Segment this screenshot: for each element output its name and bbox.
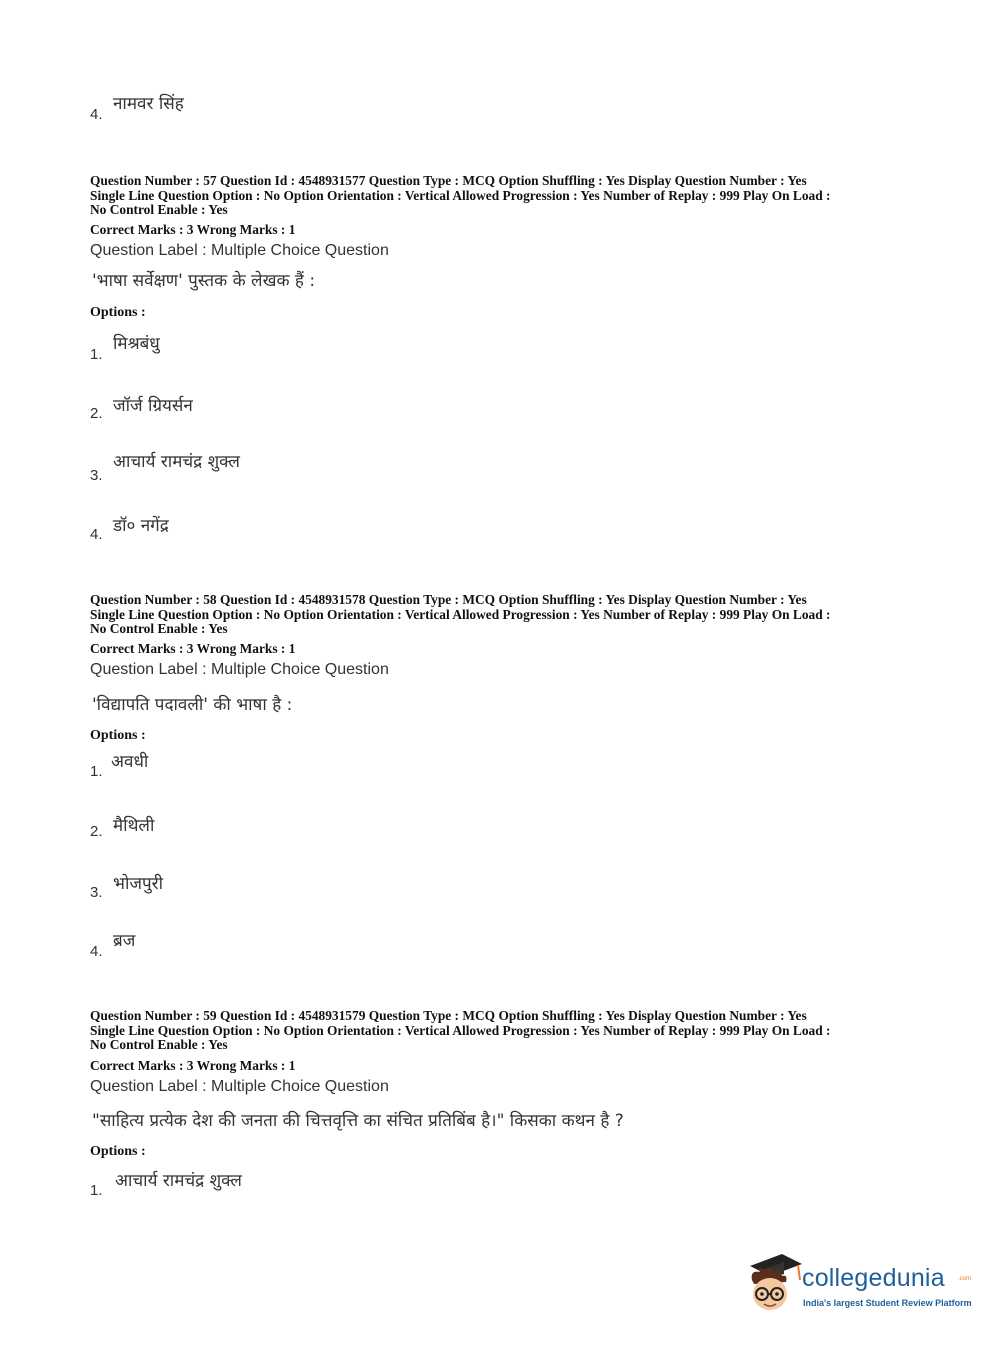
question-meta-58 — [90, 593, 830, 637]
option-text: भोजपुरी — [113, 874, 163, 894]
marks-59: Correct Marks : 3 Wrong Marks : 1 — [90, 1058, 296, 1073]
logo-tagline: India's largest Student Review Platform — [803, 1298, 972, 1308]
option-number: 4. — [90, 106, 103, 123]
meta-line: Question Number : 59 Question Id : 4548931579 Question Type : MCQ Option Shuffling : Yes Display Question Number : Yes — [90, 1008, 807, 1023]
option-number: 4. — [90, 526, 103, 543]
marks-57: Correct Marks : 3 Wrong Marks : 1 — [90, 222, 296, 237]
logo-domain: .com — [958, 1276, 972, 1282]
question-meta-57 — [90, 174, 830, 218]
question-label-57: Question Label : Multiple Choice Question — [90, 242, 389, 259]
question-label-59: Question Label : Multiple Choice Question — [90, 1078, 389, 1095]
meta-line: Question Number : 58 Question Id : 4548931578 Question Type : MCQ Option Shuffling : Yes Display Question Number : Yes — [90, 592, 807, 607]
meta-line: Single Line Question Option : No Option Orientation : Vertical Allowed Progression : Yes Number of Replay : 999 Play On Load : — [90, 606, 831, 622]
option-number: 2. — [90, 823, 103, 840]
meta-line: No Control Enable : Yes — [90, 621, 228, 636]
option-text: डॉ० नगेंद्र — [113, 516, 169, 536]
option-text: मिश्रबंधु — [113, 334, 160, 354]
question-meta-59 — [90, 1009, 830, 1053]
meta-line: No Control Enable : Yes — [90, 1037, 228, 1052]
option-text: आचार्य रामचंद्र शुक्ल — [113, 452, 240, 472]
options-heading-59: Options : — [90, 1144, 146, 1159]
option-number: 2. — [90, 405, 103, 422]
meta-line: No Control Enable : Yes — [90, 202, 228, 217]
option-text: ब्रज — [113, 931, 136, 951]
option-number: 1. — [90, 1182, 103, 1199]
marks-58: Correct Marks : 3 Wrong Marks : 1 — [90, 641, 296, 656]
options-heading-57: Options : — [90, 305, 146, 320]
mascot-icon — [742, 1250, 804, 1316]
option-text: जॉर्ज ग्रियर्सन — [113, 396, 193, 416]
option-text: मैथिली — [113, 816, 155, 836]
meta-line: Single Line Question Option : No Option Orientation : Vertical Allowed Progression : Yes Number of Replay : 999 Play On Load : — [90, 1022, 831, 1038]
option-number: 3. — [90, 884, 103, 901]
option-number: 3. — [90, 467, 103, 484]
question-text-57: 'भाषा सर्वेक्षण' पुस्तक के लेखक हैं : — [92, 271, 316, 291]
collegedunia-logo — [742, 1250, 972, 1320]
option-text: आचार्य रामचंद्र शुक्ल — [115, 1171, 242, 1191]
options-heading-58: Options : — [90, 728, 146, 743]
meta-line: Single Line Question Option : No Option Orientation : Vertical Allowed Progression : Yes Number of Replay : 999 Play On Load : — [90, 187, 831, 203]
question-text-59: "साहित्य प्रत्येक देश की जनता की चित्तवृत्ति का संचित प्रतिबिंब है।" किसका कथन है ? — [92, 1111, 624, 1131]
option-number: 1. — [90, 763, 103, 780]
logo-name: collegedunia — [802, 1264, 945, 1292]
question-label-58: Question Label : Multiple Choice Question — [90, 661, 389, 678]
meta-line: Question Number : 57 Question Id : 4548931577 Question Type : MCQ Option Shuffling : Yes Display Question Number : Yes — [90, 173, 807, 188]
option-number: 4. — [90, 943, 103, 960]
option-text: अवधी — [111, 752, 149, 772]
option-text: नामवर सिंह — [113, 94, 184, 114]
option-number: 1. — [90, 346, 103, 363]
question-text-58: 'विद्यापति पदावली' की भाषा है : — [92, 695, 293, 715]
